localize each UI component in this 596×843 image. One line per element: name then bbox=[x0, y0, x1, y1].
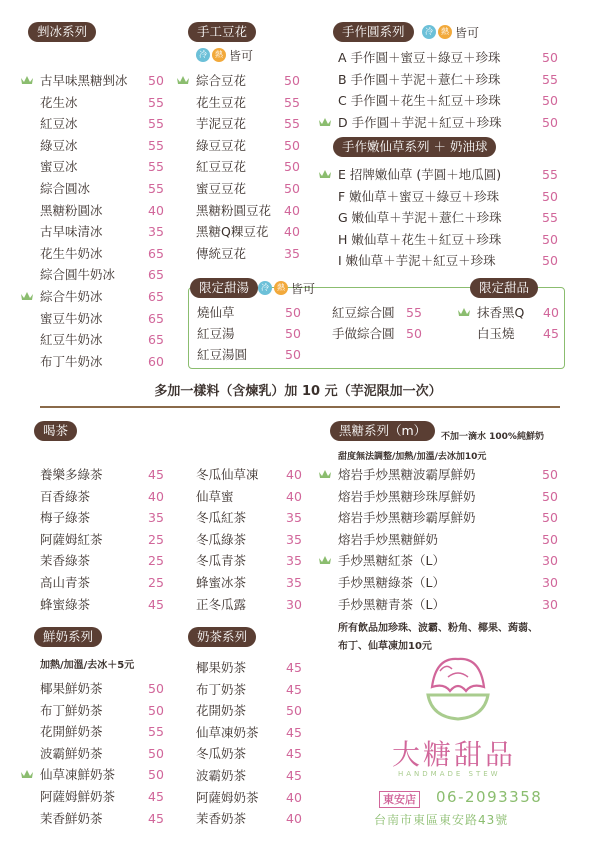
menu-item bbox=[477, 323, 563, 344]
menu-item-price: 50 bbox=[542, 114, 558, 130]
menu-item bbox=[40, 764, 168, 785]
menu-item-price: 40 bbox=[284, 202, 300, 218]
menu-item-price: 50 bbox=[284, 137, 300, 153]
menu-item-price: 25 bbox=[148, 531, 164, 547]
menu-item bbox=[338, 112, 562, 133]
menu-item bbox=[40, 351, 168, 372]
section-fresh-milk: 鮮奶系列 bbox=[34, 627, 102, 647]
menu-item-price: 50 bbox=[286, 703, 302, 719]
menu-item bbox=[196, 156, 304, 177]
menu-item-name: 傳統豆花 bbox=[196, 245, 247, 261]
menu-item-price: 50 bbox=[542, 93, 558, 109]
menu-item bbox=[338, 486, 562, 507]
menu-item-price: 55 bbox=[284, 94, 300, 110]
brand-phone: 06-2093358 bbox=[436, 788, 543, 806]
menu-item-name: 綜合豆花 bbox=[196, 73, 247, 88]
crown-icon bbox=[20, 75, 34, 85]
menu-item-name: 綜合牛奶冰 bbox=[40, 289, 103, 304]
menu-item-name: 正冬瓜露 bbox=[196, 596, 247, 612]
cold-badge-icon: 冷 bbox=[422, 25, 436, 39]
menu-item-name: 紅豆湯圓 bbox=[197, 347, 248, 362]
menu-item-price: 55 bbox=[542, 167, 558, 182]
menu-item-price: 55 bbox=[542, 71, 558, 87]
menu-item-price: 45 bbox=[148, 596, 164, 612]
menu-item-name: 手炒黑糖綠茶（L） bbox=[338, 575, 445, 590]
menu-item-name: 花生冰 bbox=[40, 94, 78, 110]
menu-item-name: E 招牌嫩仙草 (芋圓＋地瓜圓) bbox=[338, 167, 502, 182]
menu-item-price: 55 bbox=[148, 159, 164, 175]
menu-item-price: 45 bbox=[286, 746, 302, 762]
menu-item-name: G 嫩仙草＋芋泥＋薏仁＋珍珠 bbox=[338, 210, 502, 226]
menu-item-name: 熔岩手炒黑糖珍珠厚鮮奶 bbox=[338, 488, 476, 504]
menu-item bbox=[40, 92, 168, 113]
menu-item-price: 50 bbox=[284, 159, 300, 175]
menu-item-name: 花生豆花 bbox=[196, 94, 247, 110]
section-brown-sugar: 黑糖系列（m） bbox=[330, 421, 435, 441]
menu-item bbox=[40, 329, 168, 350]
menu-item bbox=[196, 243, 304, 264]
crown-icon bbox=[457, 307, 471, 317]
menu-item-name: 梅子綠茶 bbox=[40, 510, 91, 526]
menu-item-name: 黑糖粉圓豆花 bbox=[196, 202, 272, 218]
menu-item-name: 紅豆綜合圓 bbox=[332, 305, 395, 320]
menu-item bbox=[40, 200, 168, 221]
divider bbox=[40, 406, 560, 408]
menu-item-price: 50 bbox=[542, 231, 558, 247]
menu-item-price: 55 bbox=[148, 724, 164, 740]
menu-item-name: 紅豆冰 bbox=[40, 116, 78, 132]
menu-item-name: 冬瓜仙草凍 bbox=[196, 467, 259, 482]
menu-item-price: 45 bbox=[286, 724, 302, 740]
menu-item bbox=[338, 207, 562, 228]
menu-item bbox=[197, 323, 305, 344]
menu-item bbox=[338, 529, 562, 550]
menu-item-name: 蜜豆豆花 bbox=[196, 181, 247, 196]
cold-badge-icon: 冷 bbox=[196, 48, 210, 62]
menu-item-price: 40 bbox=[286, 467, 302, 482]
menu-item-price: 35 bbox=[284, 245, 300, 261]
menu-item bbox=[338, 229, 562, 250]
menu-item-name: 椰果鮮奶茶 bbox=[40, 681, 103, 696]
menu-item-name: 手做綜合圓 bbox=[332, 326, 395, 341]
menu-item-name: H 嫩仙草＋花生＋紅豆＋珍珠 bbox=[338, 231, 502, 247]
menu-item-price: 65 bbox=[148, 310, 164, 326]
menu-item-name: 椰果奶茶 bbox=[196, 660, 247, 675]
menu-item-name: 花開奶茶 bbox=[196, 703, 247, 719]
menu-item-price: 50 bbox=[284, 181, 300, 196]
menu-item bbox=[40, 135, 168, 156]
menu-item-name: 花生牛奶冰 bbox=[40, 245, 103, 261]
menu-item-name: 綜合圓冰 bbox=[40, 181, 91, 196]
menu-item-price: 50 bbox=[285, 305, 301, 320]
menu-item bbox=[40, 178, 168, 199]
menu-item-name: 波霸鮮奶茶 bbox=[40, 745, 103, 761]
menu-item bbox=[338, 250, 562, 271]
menu-item-price: 50 bbox=[542, 510, 558, 526]
menu-item-name: 花開鮮奶茶 bbox=[40, 724, 103, 740]
shaved-ice-logo-icon bbox=[418, 647, 498, 727]
menu-item bbox=[196, 178, 304, 199]
menu-item-name: 仙草凍奶茶 bbox=[196, 724, 259, 740]
menu-item-price: 55 bbox=[148, 94, 164, 110]
menu-item-price: 55 bbox=[148, 181, 164, 196]
menu-item-price: 55 bbox=[542, 210, 558, 226]
section-handmade-balls: 手作圓系列 bbox=[333, 22, 414, 42]
menu-item-price: 50 bbox=[148, 767, 164, 783]
menu-item-name: 阿薩姆奶茶 bbox=[196, 789, 259, 805]
menu-item-price: 55 bbox=[406, 305, 422, 320]
menu-item bbox=[40, 700, 168, 721]
menu-item-name: 綠豆豆花 bbox=[196, 137, 247, 153]
menu-item-name: 冬瓜綠茶 bbox=[196, 531, 247, 547]
menu-item bbox=[477, 302, 563, 323]
menu-item-price: 40 bbox=[286, 789, 302, 805]
menu-item-price: 40 bbox=[148, 202, 164, 218]
menu-item bbox=[40, 264, 168, 285]
menu-item bbox=[197, 302, 305, 323]
menu-item bbox=[196, 507, 306, 528]
menu-item bbox=[196, 787, 306, 808]
menu-item bbox=[40, 721, 168, 742]
menu-item-name: 蜜豆冰 bbox=[40, 159, 78, 175]
brown-sugar-note: 甜度無法調整/加熱/加溫/去冰加10元 bbox=[338, 452, 487, 462]
menu-item-name: 紅豆湯 bbox=[197, 326, 235, 341]
menu-item-price: 40 bbox=[284, 224, 300, 240]
menu-item-name: 蜂蜜綠茶 bbox=[40, 596, 91, 612]
menu-item bbox=[196, 486, 306, 507]
menu-item-name: 茉香綠茶 bbox=[40, 553, 91, 569]
menu-item-name: 茉香奶茶 bbox=[196, 811, 247, 827]
menu-item-name: 抹香黑Q bbox=[477, 305, 525, 320]
menu-item-price: 25 bbox=[148, 553, 164, 569]
menu-item bbox=[40, 594, 168, 615]
menu-item bbox=[197, 344, 305, 365]
crown-icon bbox=[176, 75, 190, 85]
menu-item bbox=[338, 594, 562, 615]
brand-subtitle: HANDMADE STEW bbox=[398, 770, 501, 778]
menu-item bbox=[40, 678, 168, 699]
section-tea: 喝茶 bbox=[34, 421, 77, 441]
menu-item-price: 30 bbox=[542, 553, 558, 569]
menu-item bbox=[40, 786, 168, 807]
menu-item-price: 50 bbox=[285, 347, 301, 362]
brown-sugar-side-note: 不加一滴水 100%純鮮奶 bbox=[441, 432, 544, 442]
menu-item bbox=[40, 70, 168, 91]
menu-item-price: 65 bbox=[148, 267, 164, 283]
menu-item-price: 40 bbox=[543, 305, 559, 320]
menu-item bbox=[332, 302, 440, 323]
menu-item-price: 40 bbox=[286, 488, 302, 504]
menu-item bbox=[196, 700, 306, 721]
crown-icon bbox=[318, 117, 332, 127]
fresh-milk-note: 加熱/加溫/去冰＋5元 bbox=[40, 660, 135, 671]
menu-item-price: 35 bbox=[286, 575, 302, 590]
section-limited-dessert: 限定甜品 bbox=[470, 278, 538, 298]
menu-item bbox=[40, 221, 168, 242]
menu-item bbox=[196, 765, 306, 786]
menu-item-name: 布丁牛奶冰 bbox=[40, 353, 103, 369]
menu-item-price: 45 bbox=[148, 789, 164, 804]
hot-badge-icon: 熱 bbox=[274, 281, 288, 295]
menu-item-price: 45 bbox=[286, 768, 302, 783]
menu-item-name: 阿薩姆鮮奶茶 bbox=[40, 789, 116, 804]
brown-sugar-footer-1: 所有飲品加珍珠、波霸、粉角、椰果、蒟蒻、 bbox=[338, 623, 538, 634]
crown-icon bbox=[318, 169, 332, 179]
menu-item bbox=[196, 594, 306, 615]
menu-item-price: 65 bbox=[148, 245, 164, 261]
menu-item-price: 35 bbox=[148, 510, 164, 526]
menu-item-name: 蜜豆牛奶冰 bbox=[40, 310, 103, 326]
menu-item bbox=[40, 156, 168, 177]
menu-item bbox=[196, 679, 306, 700]
hot-badge-icon: 熱 bbox=[438, 25, 452, 39]
menu-item-name: 布丁鮮奶茶 bbox=[40, 702, 103, 718]
menu-item bbox=[196, 722, 306, 743]
section-tofu-pudding: 手工豆花 bbox=[188, 22, 256, 42]
badge-text: 皆可 bbox=[455, 26, 480, 40]
menu-item bbox=[40, 550, 168, 571]
menu-item-name: 白玉燒 bbox=[477, 326, 515, 341]
menu-item bbox=[40, 743, 168, 764]
menu-item-name: 熔岩手炒黑糖珍霸厚鮮奶 bbox=[338, 510, 476, 526]
badge-text: 皆可 bbox=[291, 282, 316, 296]
menu-item-price: 50 bbox=[148, 681, 164, 696]
menu-item bbox=[196, 464, 306, 485]
menu-item-name: 高山青茶 bbox=[40, 575, 91, 590]
menu-item-name: 黑糖Q粿豆花 bbox=[196, 224, 269, 240]
menu-item-name: 茉香鮮奶茶 bbox=[40, 810, 103, 826]
menu-item-name: 仙草蜜 bbox=[196, 488, 234, 504]
menu-item-price: 35 bbox=[286, 553, 302, 569]
menu-item-name: 古早味清冰 bbox=[40, 224, 103, 240]
menu-item-price: 30 bbox=[542, 596, 558, 612]
menu-item bbox=[338, 507, 562, 528]
menu-item bbox=[196, 808, 306, 829]
menu-item bbox=[40, 808, 168, 829]
section-grass-jelly: 手作嫩仙草系列 ＋ 奶油球 bbox=[333, 137, 496, 157]
menu-item-name: 手炒黑糖青茶（L） bbox=[338, 596, 445, 612]
menu-item-price: 60 bbox=[148, 353, 164, 369]
menu-item-price: 45 bbox=[286, 660, 302, 675]
menu-item bbox=[338, 572, 562, 593]
menu-item-name: 古早味黑糖剉冰 bbox=[40, 73, 128, 88]
addon-note: 多加一樣料（含煉乳）加 10 元（芋泥限加一次） bbox=[154, 384, 442, 399]
menu-item bbox=[338, 186, 562, 207]
section-limited-soup: 限定甜湯 bbox=[190, 278, 258, 298]
menu-item-name: 冬瓜紅茶 bbox=[196, 510, 247, 526]
menu-item bbox=[196, 70, 304, 91]
menu-item-name: 燒仙草 bbox=[197, 305, 235, 320]
menu-item bbox=[196, 572, 306, 593]
section-milk-tea: 奶茶系列 bbox=[188, 627, 256, 647]
menu-item-name: 紅豆豆花 bbox=[196, 159, 247, 175]
menu-item-price: 55 bbox=[148, 116, 164, 132]
menu-item-price: 45 bbox=[543, 326, 559, 341]
menu-item-price: 50 bbox=[148, 745, 164, 761]
menu-item-price: 50 bbox=[148, 702, 164, 718]
menu-item-name: 黑糖粉圓冰 bbox=[40, 202, 103, 218]
menu-item bbox=[332, 323, 440, 344]
menu-item-price: 50 bbox=[542, 531, 558, 547]
menu-item bbox=[40, 286, 168, 307]
menu-item bbox=[196, 550, 306, 571]
menu-item-name: 綠豆冰 bbox=[40, 137, 78, 153]
menu-item bbox=[40, 486, 168, 507]
menu-item-price: 25 bbox=[148, 575, 164, 590]
menu-item-price: 30 bbox=[542, 575, 558, 590]
menu-item-name: 仙草凍鮮奶茶 bbox=[40, 767, 116, 783]
crown-icon bbox=[20, 291, 34, 301]
menu-item-name: F 嫩仙草＋蜜豆＋綠豆＋珍珠 bbox=[338, 188, 500, 204]
menu-item-name: 波霸奶茶 bbox=[196, 768, 247, 783]
menu-item-price: 50 bbox=[148, 73, 164, 88]
menu-item-name: 芋泥豆花 bbox=[196, 116, 247, 132]
crown-icon bbox=[318, 469, 332, 479]
menu-item-name: B 手作圓＋芋泥＋薏仁＋珍珠 bbox=[338, 71, 501, 87]
menu-item-price: 50 bbox=[542, 188, 558, 204]
menu-item bbox=[196, 743, 306, 764]
menu-item-name: 熔岩手炒黑糖鮮奶 bbox=[338, 531, 439, 547]
menu-item bbox=[196, 135, 304, 156]
menu-item bbox=[338, 164, 562, 185]
menu-item-name: D 手作圓＋芋泥＋紅豆＋珍珠 bbox=[338, 114, 502, 130]
menu-item bbox=[196, 200, 304, 221]
branch-badge: 東安店 bbox=[379, 791, 420, 808]
menu-item-price: 65 bbox=[148, 332, 164, 348]
brand-name: 大糖甜品 bbox=[392, 738, 517, 771]
menu-item bbox=[338, 550, 562, 571]
menu-item-name: 布丁奶茶 bbox=[196, 681, 247, 697]
menu-item-price: 45 bbox=[148, 467, 164, 482]
menu-item bbox=[196, 221, 304, 242]
menu-item-price: 50 bbox=[542, 253, 558, 269]
menu-item-name: I 嫩仙草＋芋泥＋紅豆＋珍珠 bbox=[338, 253, 496, 269]
menu-item-price: 50 bbox=[542, 488, 558, 504]
menu-item-price: 50 bbox=[285, 326, 301, 341]
menu-item-name: 蜂蜜冰茶 bbox=[196, 575, 247, 590]
menu-item bbox=[40, 572, 168, 593]
crown-icon bbox=[318, 555, 332, 565]
menu-item bbox=[196, 92, 304, 113]
menu-item-price: 55 bbox=[284, 116, 300, 132]
menu-item-name: 冬瓜奶茶 bbox=[196, 746, 247, 762]
menu-item bbox=[40, 308, 168, 329]
menu-item-price: 35 bbox=[286, 531, 302, 547]
menu-item bbox=[40, 464, 168, 485]
menu-item bbox=[40, 113, 168, 134]
menu-item-price: 55 bbox=[148, 137, 164, 153]
menu-item bbox=[196, 113, 304, 134]
brand-address: 台南市東區東安路43號 bbox=[374, 813, 509, 827]
menu-item-price: 40 bbox=[286, 811, 302, 827]
menu-item-name: 手炒黑糖紅茶（L） bbox=[338, 553, 445, 569]
menu-item-name: A 手作圓＋蜜豆＋綠豆＋珍珠 bbox=[338, 50, 501, 65]
menu-item-name: 養樂多綠茶 bbox=[40, 467, 103, 482]
crown-icon bbox=[20, 769, 34, 779]
menu-item bbox=[338, 464, 562, 485]
menu-item-name: C 手作圓＋花生＋紅豆＋珍珠 bbox=[338, 93, 501, 109]
badge-text: 皆可 bbox=[229, 49, 254, 63]
menu-item bbox=[40, 529, 168, 550]
menu-item bbox=[338, 69, 562, 90]
brown-sugar-footer-2: 布丁、仙草凍加10元 bbox=[338, 641, 432, 652]
menu-item bbox=[338, 90, 562, 111]
menu-item-name: 綜合圓牛奶冰 bbox=[40, 267, 116, 283]
menu-item bbox=[40, 243, 168, 264]
menu-item-name: 阿薩姆紅茶 bbox=[40, 531, 103, 547]
menu-item-price: 45 bbox=[286, 681, 302, 697]
hot-badge-icon: 熱 bbox=[212, 48, 226, 62]
menu-item-price: 50 bbox=[542, 50, 558, 65]
menu-item-price: 45 bbox=[148, 810, 164, 826]
menu-item-price: 50 bbox=[284, 73, 300, 88]
menu-item bbox=[196, 657, 306, 678]
menu-item-name: 冬瓜青茶 bbox=[196, 553, 247, 569]
menu-item-name: 紅豆牛奶冰 bbox=[40, 332, 103, 348]
menu-item bbox=[40, 507, 168, 528]
menu-item-price: 35 bbox=[148, 224, 164, 240]
menu-item bbox=[338, 47, 562, 68]
menu-item-price: 30 bbox=[286, 596, 302, 612]
menu-item-price: 35 bbox=[286, 510, 302, 526]
menu-item-price: 40 bbox=[148, 488, 164, 504]
menu-item-name: 百香綠茶 bbox=[40, 488, 91, 504]
cold-badge-icon: 冷 bbox=[258, 281, 272, 295]
section-shaved-ice: 剉冰系列 bbox=[28, 22, 96, 42]
menu-item-price: 50 bbox=[542, 467, 558, 482]
menu-item bbox=[196, 529, 306, 550]
menu-item-price: 50 bbox=[406, 326, 422, 341]
menu-item-name: 熔岩手炒黑糖波霸厚鮮奶 bbox=[338, 467, 476, 482]
menu-item-price: 65 bbox=[148, 289, 164, 304]
